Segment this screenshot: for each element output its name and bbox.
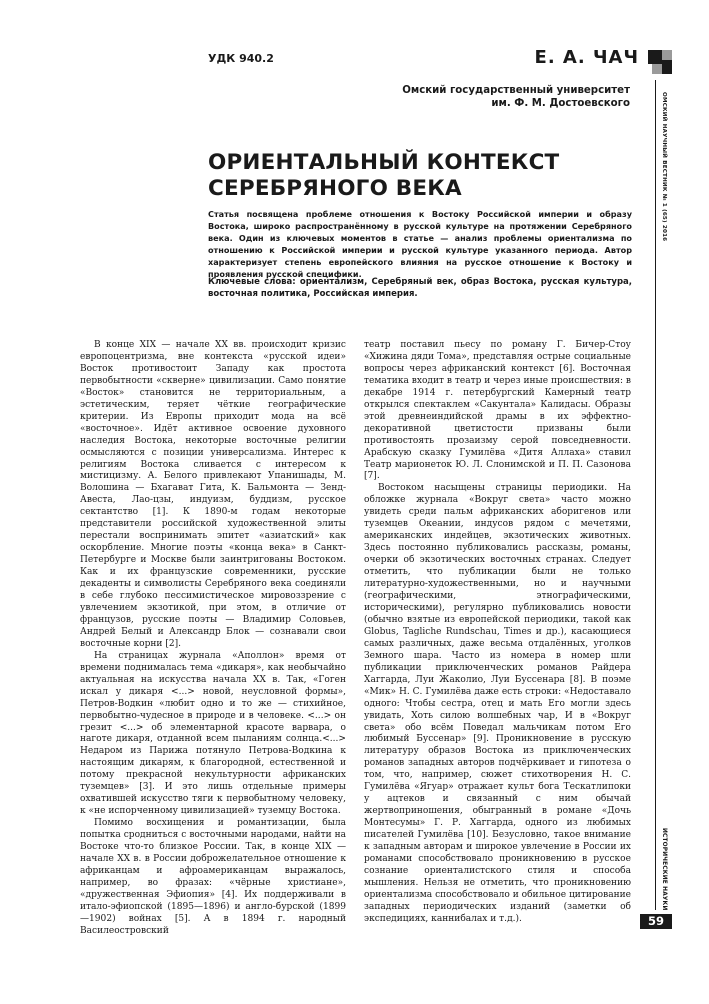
page-number: 59 bbox=[640, 914, 672, 929]
keywords: Ключевые слова: ориентализм, Серебряный век, образ Востока, русская культура, восточная политика, Российская империя. bbox=[208, 277, 632, 300]
paragraph: театр поставил пьесу по роману Г. Бичер-Стоу «Хижина дяди Тома», представляя острые социальные вопросы через африканский контекст [6]. Восточная тематика входит в театр и через иные происшествия: в декабре 1914 г. петербургский Камерный театр открылся спектаклем «Сакунтала» Калидасы. Образы этой древнеиндийской драмы в их эффектно-декоративной цветистости призваны были противостоять прозаизму серой повседневности. Арабскую сказку Гумилёва «Дитя Аллаха» ставил Театр марионеток Ю. Л. Слонимской и П. П. Сазонова [7]. bbox=[364, 340, 631, 482]
abstract: Статья посвящена проблеме отношения к Востоку Российской империи и образу Востока, широко распространённому в русской культуре на протяжении Серебряного века. Один из ключевых моментов в статье — анализ проблемы ориентализма по отношению к Российской империи и русской культуре указанного периода. Автор характеризует степень европейского влияния на русское отношение к Востоку и проявления русской специфики. bbox=[208, 209, 632, 279]
body-column-right bbox=[364, 340, 631, 926]
article-title bbox=[208, 150, 559, 202]
udk-code: УДК 940.2 bbox=[208, 52, 274, 65]
affiliation bbox=[330, 84, 630, 110]
section-name: ИСТОРИЧЕСКИЕ НАУКИ bbox=[661, 828, 667, 911]
affiliation-line: им. Ф. М. Достоевского bbox=[491, 98, 630, 109]
paragraph: На страницах журнала «Аполлон» время от времени поднималась тема «дикаря», как необычайно актуальная на искусства начала XX в. Так, «Гоген искал у дикаря <...> новой, неусловной формы», Петров-Водкин «любит одно и то же — стихийное, первобытно-чудесное в природе и в человеке. <...> он грезит <...> об элементарной красоте варвара, о наготе дикаря, отданной всем пыланиям солнца.<...> Недаром из Парижа потянуло Петрова-Водкина к настоящим дикарям, к благородной, естественной и потому прекрасной некультурности африканских туземцев» [3]. И это лишь отдельные примеры охватившей искусство тяги к первобытному человеку, к «не испорченному цивилизацией» туземцу Востока. bbox=[80, 650, 346, 817]
paragraph: В конце XIX — начале XX вв. происходит кризис европоцентризма, вне контекста «русской идеи» Восток противостоит Западу как простота первобытности «скверне» цивилизации. Само понятие «Восток» становится не территориальным, а эстетическим, теряет чёткие географические критерии. Из Европы приходит мода на всё «восточное». Идёт активное освоение духовного наследия Востока, некоторые восточные религии осмысляются с позиции универсализма. Интерес к религиям Востока сливается с интересом к мистицизму. А. Белого привлекают Упанишады, М. Волошина — Бхагават Гита, К. Бальмонта — Зенд-Авеста, Лао-цзы, индуизм, буддизм, русское сектантство [1]. К 1890-м годам некоторые представители российской художественной элиты перестали воспринимать эпитет «азиатский» как оскорбление. Многие поэты «конца века» в Санкт-Петербурге и Москве были заинтригованы Востоком. Как и их французские современники, русские декаденты и символисты Серебряного века соединяли в себе глубоко пессимистическое мировоззрение с увлечением экзотикой, при этом, в отличие от французов, русские поэты — Владимир Соловьев, Андрей Белый и Александр Блок — сознавали свои восточные корни [2]. bbox=[80, 340, 346, 649]
section-running-header bbox=[658, 828, 668, 918]
paragraph: Востоком насыщены страницы периодики. На обложке журнала «Вокруг света» часто можно увидеть среди пальм африканских аборигенов или туземцев Океании, индусов рядом с мечетями, американских индейцев, экзотических животных. Здесь постоянно публиковались рассказы, романы, очерки об экзотических восточных странах. Следует отметить, что публикации были не только литературно-художественными, но и научными (географическими, этнографическими, историческими), регулярно публиковались новости (обычно взятые из европейской периодики, такой как Globus, Tagliche Rundschau, Times и др.), касающиеся самых различных, даже весьма отдалённых, уголков Земного шара. Часто из номера в номер шли публикации приключенческих романов Райдера Хаггарда, Луи Жаколио, Луи Буссенара [8]. В поэме «Мик» Н. С. Гумилёва даже есть строки: «Недоставало одного: Чтобы сестра, отец и мать Его могли здесь увидать, Хоть силою волшебных чар, И в «Вокруг света» обо всём Поведал мальчикам потом Его любимый Буссенар» [9]. Проникновение в русскую литературу образов Востока из приключенческих романов западных авторов подчёркивает и гипотеза о том, что, например, сюжет стихотворения Н. С. Гумилёва «Ягуар» отражает культ бога Тескатлипоки у ацтеков и связанный с ним обычай жертвоприношения, обыгранный в романе «Дочь Монтесумы» Г. Р. Хаггарда, одного из любимых писателей Гумилёва [10]. Безусловно, такое внимание к западным авторам и широкое увлечение в России их романами способствовало проникновению в русское сознание ориенталистского стиля и способа мышления. Нельзя не отметить, что проникновению ориентализма способствовало и обильное цитирование западных периодических изданий (заметки об экспедициях, каннибалах и т.д.). bbox=[364, 483, 631, 924]
sidebar-rule bbox=[655, 80, 656, 910]
title-line: ОРИЕНТАЛЬНЫЙ КОНТЕКСТ bbox=[208, 150, 560, 175]
journal-name: ОМСКИЙ НАУЧНЫЙ ВЕСТНИК № 1 (65) 2016 bbox=[661, 92, 667, 242]
author-name: Е. А. ЧАЧ bbox=[534, 47, 639, 68]
decor-square-light bbox=[662, 50, 672, 60]
affiliation-line: Омский государственный университет bbox=[402, 85, 630, 96]
corner-squares-decoration bbox=[648, 50, 672, 74]
decor-square-dark bbox=[662, 60, 672, 74]
body-column-left bbox=[80, 340, 346, 938]
decor-square-dark bbox=[648, 50, 662, 64]
decor-square-light bbox=[652, 64, 662, 74]
title-line: СЕРЕБРЯНОГО ВЕКА bbox=[208, 176, 462, 201]
journal-running-header bbox=[658, 92, 668, 292]
paragraph: Помимо восхищения и романтизации, была попытка сродниться с восточными народами, найти на Востоке что-то близкое России. Так, в конце XIX — начале XX в. в России доброжелательное отношение к африканцам и афроамериканцам выражалось, например, во фразах: «чёрные христиане», «дружественная Эфиопия» [4]. Их поддерживали в итало-эфиопской (1895—1896) и англо-бурской (1899—1902) войнах [5]. А в 1894 г. народный Василеостровский bbox=[80, 818, 346, 936]
